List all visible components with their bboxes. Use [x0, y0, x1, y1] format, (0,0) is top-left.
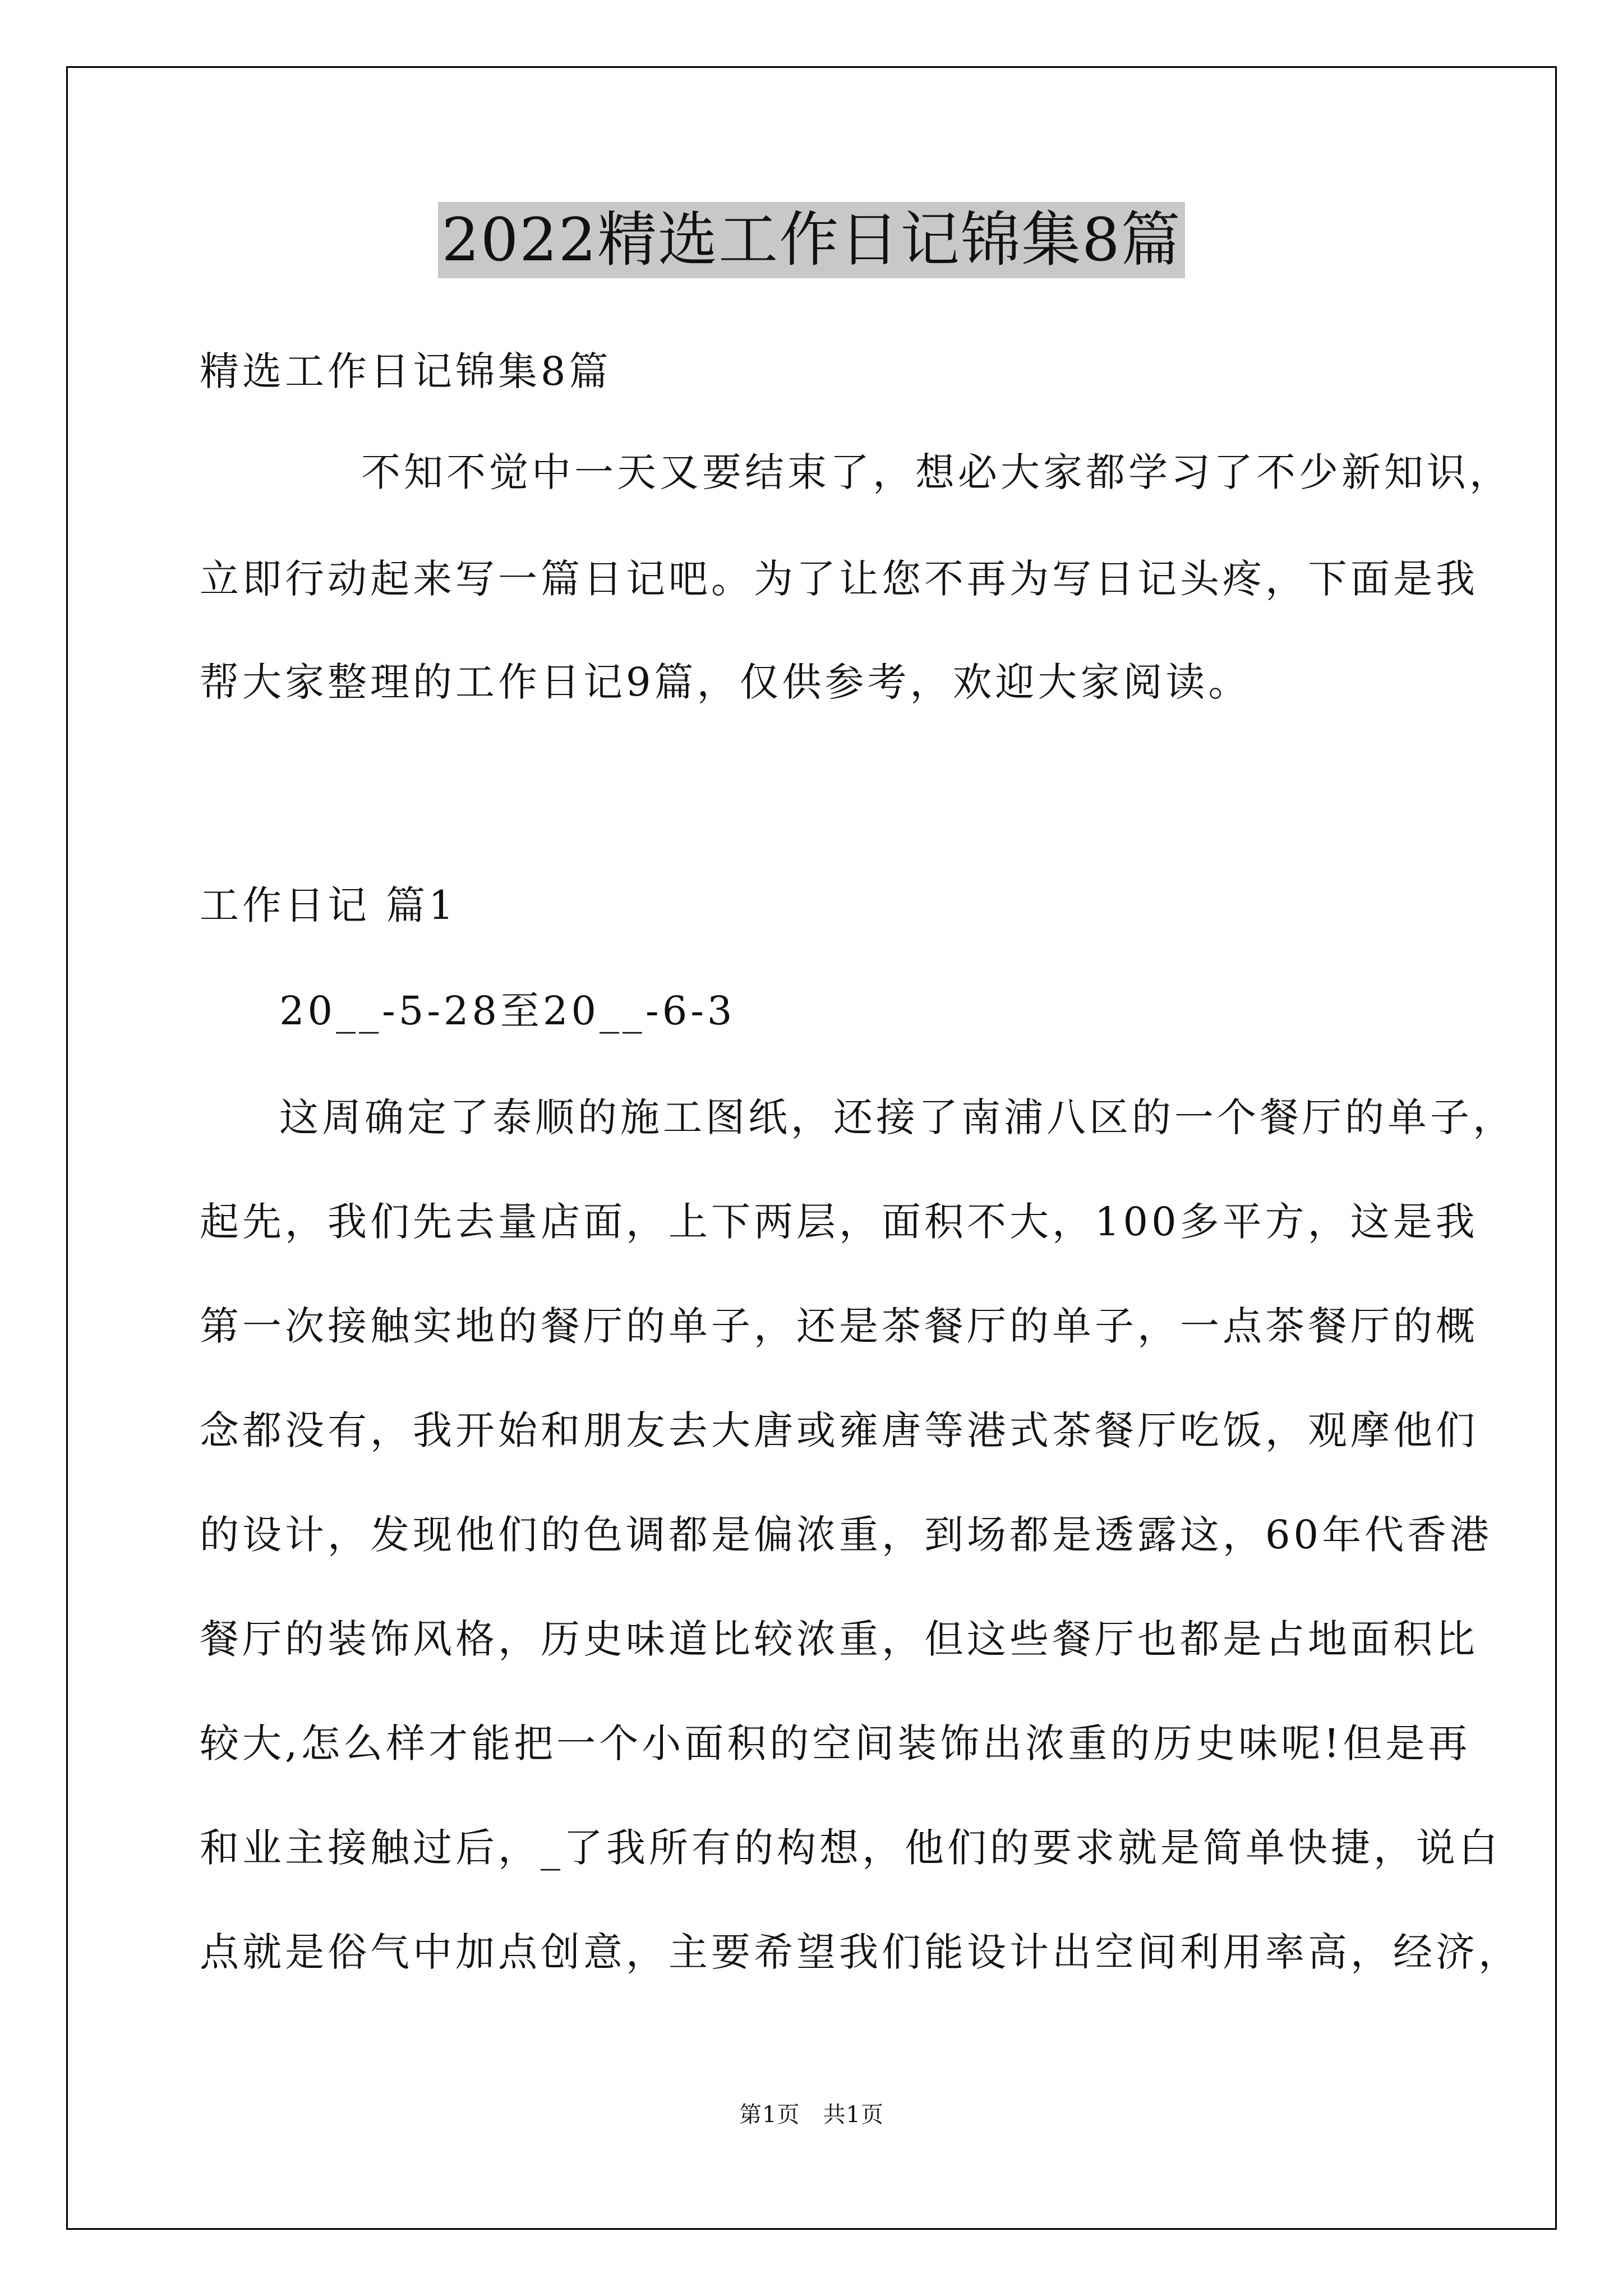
body-line: 第一次接触实地的餐厅的单子，还是茶餐厅的单子，一点茶餐厅的概 — [200, 1303, 1478, 1349]
document-subtitle: 精选工作日记锦集8篇 — [200, 348, 612, 394]
body-line: 的设计，发现他们的色调都是偏浓重，到场都是透露这，60年代香港 — [200, 1512, 1493, 1558]
body-line: 这周确定了泰顺的施工图纸，还接了南浦八区的一个餐厅的单子， — [279, 1094, 1515, 1140]
body-line: 念都没有，我开始和朋友去大唐或雍唐等港式茶餐厅吃饭，观摩他们 — [200, 1407, 1478, 1453]
intro-line: 不知不觉中一天又要结束了，想必大家都学习了不少新知识， — [361, 449, 1512, 495]
document-title[interactable]: 2022精选工作日记锦集8篇 — [438, 202, 1184, 278]
body-line: 点就是俗气中加点创意，主要希望我们能设计出空间利用率高，经济， — [200, 1929, 1521, 1975]
date-range: 20__-5-28至20__-6-3 — [279, 988, 736, 1034]
body-line: 和业主接触过后，_了我所有的构想，他们的要求就是简单快捷，说白 — [200, 1825, 1501, 1871]
intro-line: 帮大家整理的工作日记9篇，仅供参考，欢迎大家阅读。 — [200, 659, 1251, 705]
intro-line: 立即行动起来写一篇日记吧。为了让您不再为写日记头疼，下面是我 — [200, 556, 1478, 602]
page-footer: 第1页 共1页 — [739, 2102, 884, 2128]
title-container — [0, 202, 1623, 278]
body-line: 餐厅的装饰风格，历史味道比较浓重，但这些餐厅也都是占地面积比 — [200, 1616, 1478, 1662]
section-heading: 工作日记 篇1 — [200, 882, 457, 928]
body-line: 起先，我们先去量店面，上下两层，面积不大，100多平方，这是我 — [200, 1199, 1478, 1245]
body-line: 较大,怎么样才能把一个小面积的空间装饰出浓重的历史味呢!但是再 — [200, 1720, 1471, 1766]
